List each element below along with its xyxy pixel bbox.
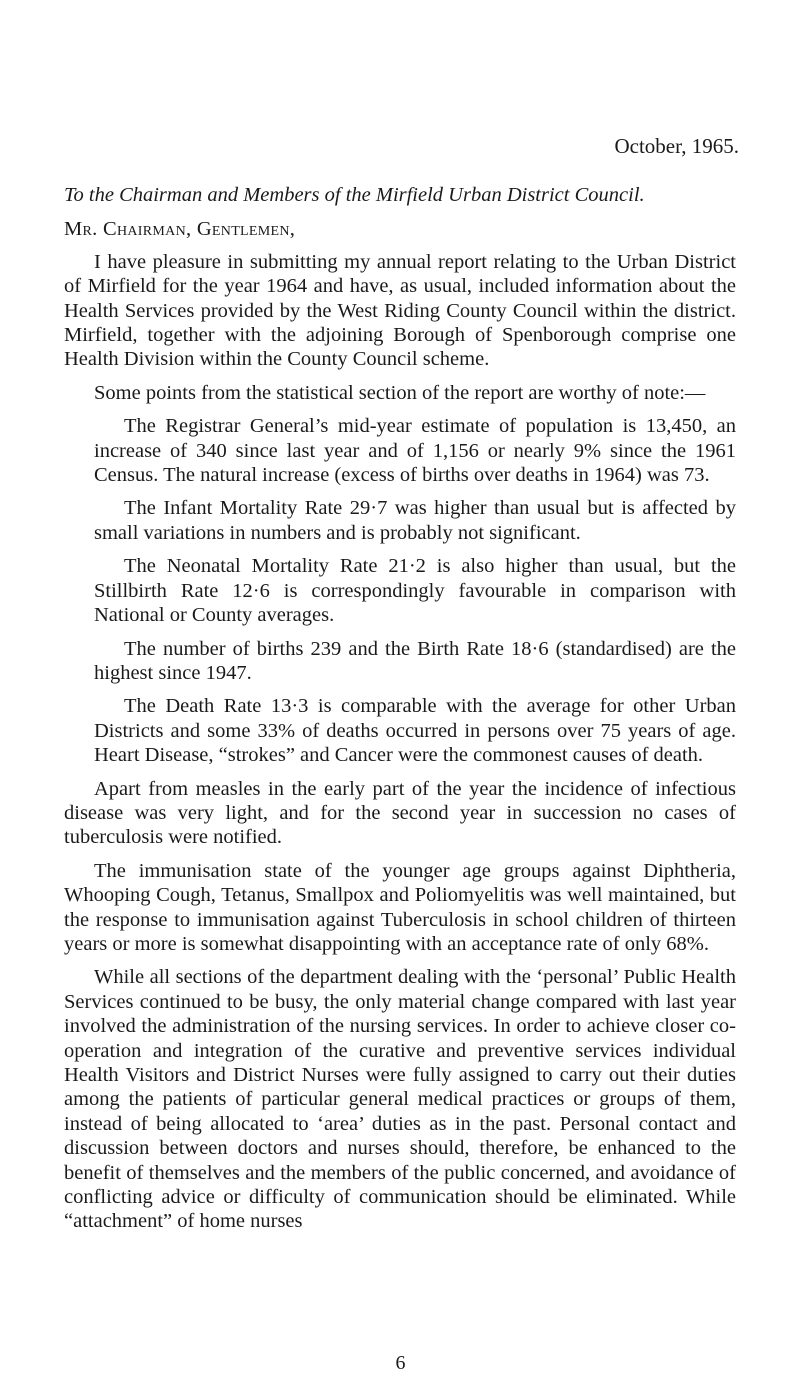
statistics-point: The Infant Mortality Rate 29·7 was higher than usual but is affected by small variations in numbers and is probably not significant. xyxy=(94,497,736,544)
statistics-point: The Registrar General’s mid-year estimate of population is 13,450, an increase of 340 since last year and of 1,156 or nearly 9% since the 1961 Census. The natural increase (excess of births over deaths in 1964) was 73. xyxy=(94,415,736,487)
report-date: October, 1965. xyxy=(614,134,739,158)
salutation: Mr. Chairman, Gentlemen, xyxy=(64,218,296,241)
body-paragraph: The immunisation state of the younger age groups against Diphtheria, Whooping Cough, Tetanus, Smallpox and Poliomyelitis was well maintained, but the response to immunisation against Tuberculosis in school children of thirteen years or more is somewhat disappointing with an acceptance rate of only 68%. xyxy=(64,859,736,955)
intro-paragraph: Some points from the statistical section of the report are worthy of note:— xyxy=(94,381,706,404)
addressee-line: To the Chairman and Members of the Mirfield Urban District Council. xyxy=(64,184,645,206)
statistics-point: The Neonatal Mortality Rate 21·2 is also higher than usual, but the Stillbirth Rate 12·6 is correspondingly favourable in comparison with National or County averages. xyxy=(94,555,736,627)
statistics-point: The Death Rate 13·3 is comparable with the average for other Urban Districts and some 33% of deaths occurred in persons over 75 years of age. Heart Disease, “strokes” and Cancer were the commonest causes of death. xyxy=(94,695,736,767)
page-number: 6 xyxy=(395,1352,406,1374)
statistics-point: The number of births 239 and the Birth Rate 18·6 (standardised) are the highest since 1947. xyxy=(94,637,736,684)
letter-body xyxy=(64,183,736,1243)
body-paragraph: Apart from measles in the early part of the year the incidence of infectious disease was very light, and for the second year in succession no cases of tuberculosis were notified. xyxy=(64,777,736,849)
intro-paragraph: I have pleasure in submitting my annual report relating to the Urban District of Mirfield for the year 1964 and have, as usual, included information about the Health Services provided by the West Riding County Council within the district. Mirfield, together with the adjoining Borough of Spenborough comprise one Health Division within the County Council scheme. xyxy=(64,250,736,371)
body-paragraph: While all sections of the department dealing with the ‘personal’ Public Health Services continued to be busy, the only material change compared with last year involved the administration of the nursing services. In order to achieve closer co-operation and integration of the curative and preventive services individual Health Visitors and District Nurses were fully assigned to carry out their duties among the patients of particular general medical practices or groups of them, instead of being allocated to ‘area’ duties as in the past. Personal contact and discussion between doctors and nurses should, therefore, be enhanced to the benefit of themselves and the members of the public concerned, and avoidance of conflicting advice or difficulty of communication should be eliminated. While “attachment” of home nurses xyxy=(64,966,736,1233)
